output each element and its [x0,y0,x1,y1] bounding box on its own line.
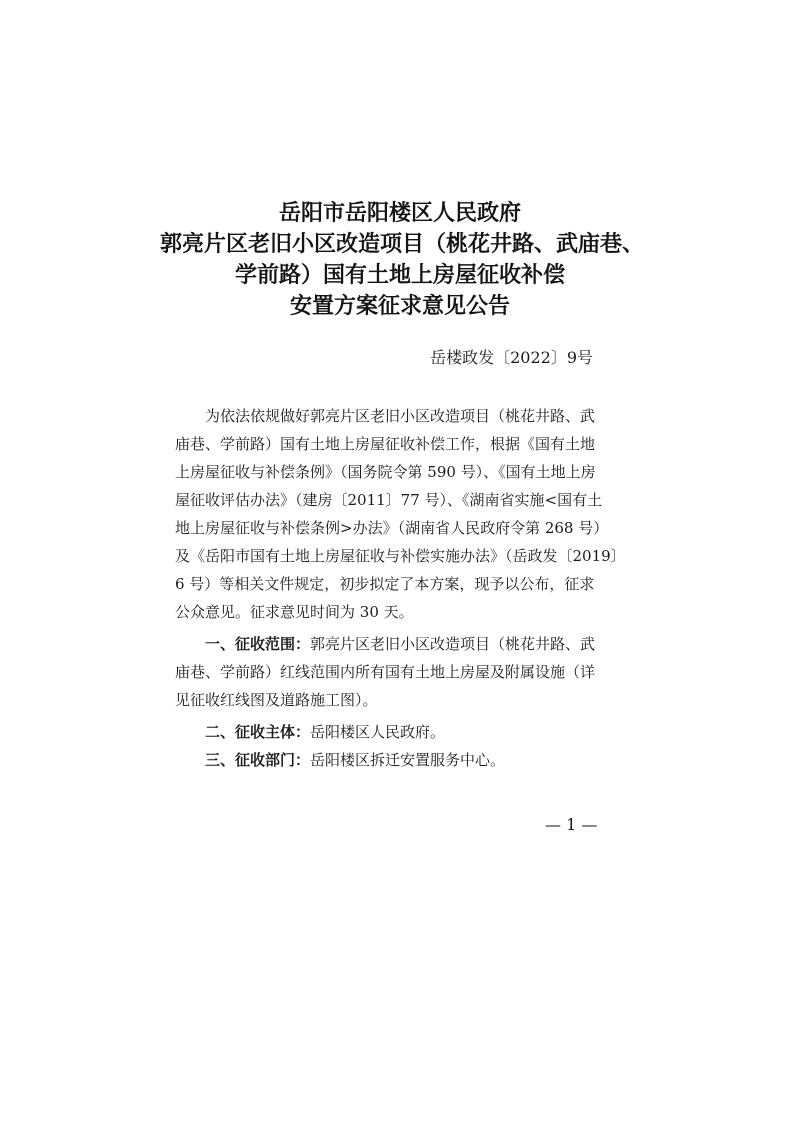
section-text: 岳阳楼区拆迁安置服务中心。 [310,751,506,769]
intro-line: 及《岳阳市国有土地上房屋征收与补偿实施办法》（岳政发〔2019〕 [175,547,626,565]
section-department [175,746,615,774]
title-line-1: 岳阳市岳阳楼区人民政府 [278,200,521,226]
section-heading: 三、征收部门： [205,751,311,769]
section-heading: 一、征收范围： [205,635,311,653]
document-title [160,198,645,322]
document-number: 岳楼政发〔2022〕9号 [430,348,593,367]
section-text: 庙巷、学前路）红线范围内所有国有土地上房屋及附属设施（详 [175,663,596,681]
intro-line: 为依法依规做好郭亮片区老旧小区改造项目（桃花井路、武 [205,407,596,425]
section-text: 郭亮片区老旧小区改造项目（桃花井路、武 [310,635,596,653]
intro-line: 屋征收评估办法》（建房〔2011〕77 号）、《湖南省实施<国有土 [175,491,603,509]
section-text: 岳阳楼区人民政府。 [310,723,446,741]
intro-line: 6 号）等相关文件规定，初步拟定了本方案，现予以公布，征求 [175,575,595,593]
title-line-3: 学前路）国有土地上房屋征收补偿 [234,262,565,288]
intro-line: 公众意见。征求意见时间为 30 天。 [175,603,414,621]
title-line-4: 安置方案征求意见公告 [289,293,510,319]
intro-line: 庙巷、学前路）国有土地上房屋征收补偿工作，根据《国有土地 [175,435,596,453]
intro-paragraph [175,402,626,626]
section-heading: 二、征收主体： [205,723,311,741]
section-subject [175,718,615,746]
section-scope [175,630,615,714]
section-text: 见征收红线图及道路施工图）。 [175,691,378,709]
intro-line: 地上房屋征收与补偿条例>办法》（湖南省人民政府令第 268 号） [175,519,609,537]
intro-line: 上房屋征收与补偿条例》（国务院令第 590 号）、《国有土地上房 [175,463,596,481]
page-number: — 1 — [545,815,598,834]
title-line-2: 郭亮片区老旧小区改造项目（桃花井路、武庙巷、 [160,231,645,257]
